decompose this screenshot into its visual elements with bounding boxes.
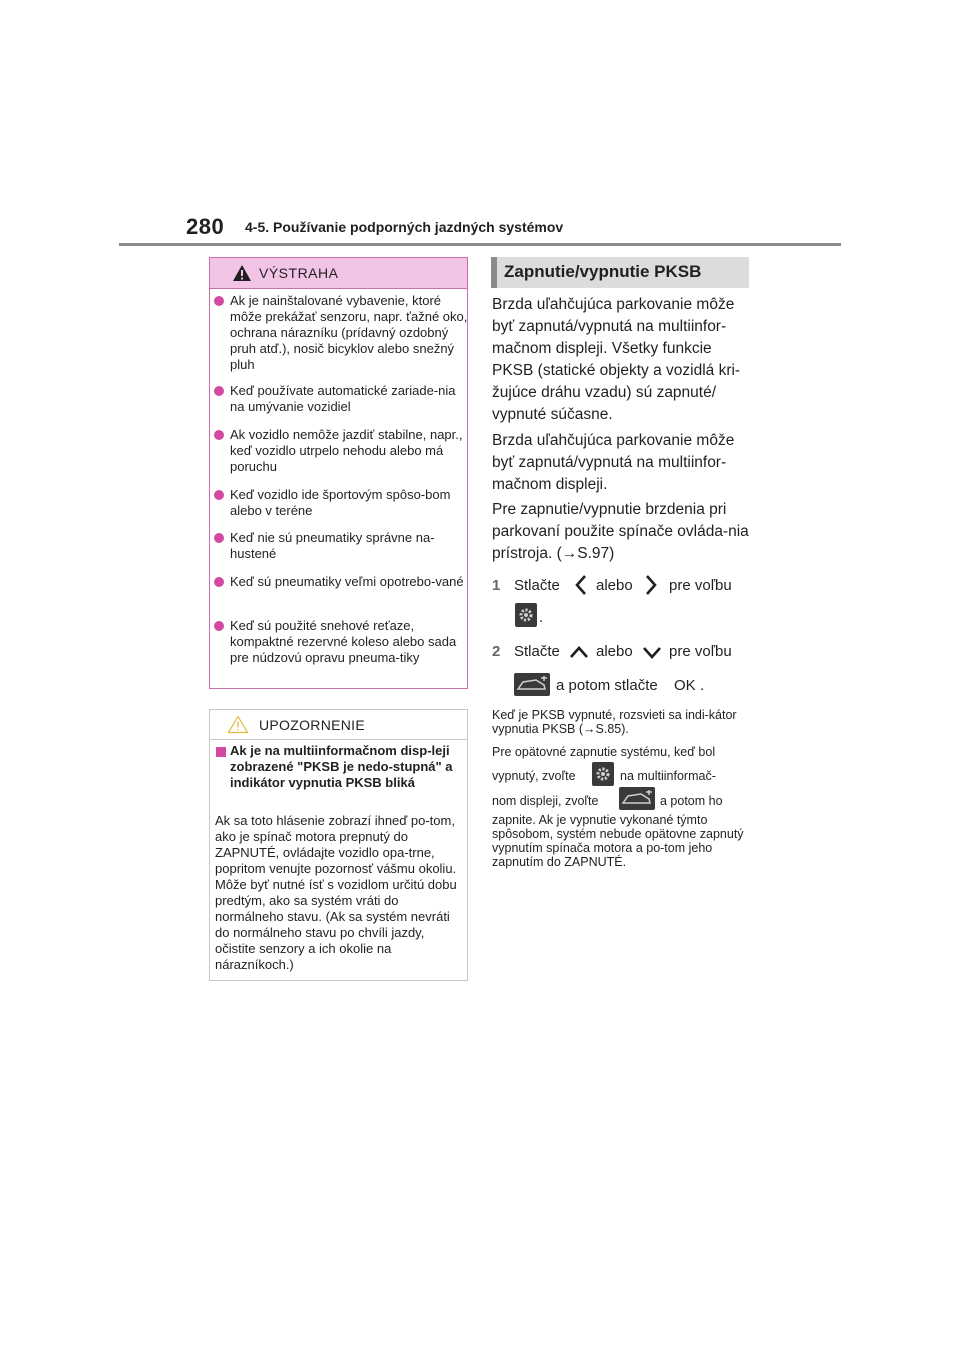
settings-gear-icon <box>515 603 537 627</box>
caution-title: UPOZORNENIE <box>259 717 365 733</box>
step-text: a potom stlačte <box>556 677 658 694</box>
bullet-icon <box>214 577 224 587</box>
chevron-down-icon <box>642 645 662 659</box>
note-text: na multiinformač- <box>620 769 716 783</box>
step-text: Stlačte <box>514 643 560 660</box>
warning-item-text: Keď sú pneumatiky veľmi opotrebo-vané <box>230 574 464 589</box>
pksb-car-icon <box>514 673 550 696</box>
warning-item-text: Keď nie sú pneumatiky správne na-hustené <box>230 530 435 561</box>
section-heading <box>491 257 749 288</box>
section-title: 4-5. Používanie podporných jazdných systémov <box>245 219 564 235</box>
step-text: pre voľbu <box>669 577 732 594</box>
step-text: alebo <box>596 577 633 594</box>
ok-button-label: OK <box>674 677 696 694</box>
caution-header <box>210 710 467 740</box>
caution-box <box>209 709 468 981</box>
step-number: 1 <box>492 577 501 594</box>
note-text: Pre opätovné zapnutie systému, keď bol <box>492 745 716 759</box>
heading-bar <box>491 257 497 288</box>
note-text: zapnite. Ak je vypnutie vykonané týmto spôsobom, systém nebude opätovne zapnutý vypnutím spínača motora a po-tom jeho zapnutím do ZAPNUTÉ. <box>492 813 744 869</box>
paragraph: Pre zapnutie/vypnutie brzdenia pri parkovaní použite spínače ovláda-nia prístroja. (→S.97) <box>492 501 749 562</box>
paragraph: Brzda uľahčujúca parkovanie môže byť zapnutá/vypnutá na multiinfor-mačnom displeji. Všetky funkcie PKSB (statické objekty a vozidlá kri-žujúce dráhu vzadu) sú zapnuté/ vypnuté súčasne. <box>492 296 741 423</box>
bullet-icon <box>214 621 224 631</box>
warning-title: VÝSTRAHA <box>259 265 339 281</box>
warning-triangle-icon <box>232 264 252 282</box>
page-number: 280 <box>186 214 225 239</box>
bullet-icon <box>214 386 224 396</box>
paragraph: Brzda uľahčujúca parkovanie môže byť zapnutá/vypnutá na multiinfor-mačnom displeji. <box>492 432 735 493</box>
settings-gear-icon <box>592 762 614 786</box>
chevron-left-icon <box>574 574 588 596</box>
step-number: 2 <box>492 643 501 660</box>
note-text: vypnutý, zvoľte <box>492 769 576 783</box>
step-text: pre voľbu <box>669 643 732 660</box>
caution-heading: Ak je na multiinformačnom disp-leji zobrazené "PKSB je nedo-stupná" a indikátor vypnutia PKSB bliká <box>230 743 453 790</box>
step-text: . <box>700 677 705 694</box>
warning-item-text: Keď vozidlo ide športovým spôso-bom alebo v teréne <box>230 487 451 518</box>
warning-item-text: Keď sú použité snehové reťaze, kompaktné rezervné koleso alebo sada pre núdzovú opravu pneuma-tiky <box>230 618 457 665</box>
bullet-icon <box>214 430 224 440</box>
bullet-icon <box>214 296 224 306</box>
chevron-right-icon <box>644 574 658 596</box>
note-text: Keď je PKSB vypnuté, rozsvieti sa indi-kátor vypnutia PKSB (→S.85). <box>492 708 737 736</box>
bullet-icon <box>214 490 224 500</box>
bullet-icon <box>214 533 224 543</box>
chevron-up-icon <box>569 645 589 659</box>
caution-body: Ak sa toto hlásenie zobrazí ihneď po-tom, ako je spínač motora prepnutý do ZAPNUTÉ, ovládajte vozidlo opa-trne, popritom venujte pozornosť vášmu okoliu. Môže byť nutné ísť s vozidlom určitú dobu predtým, ako sa systém vráti do normálneho stavu. (Ak sa systém nevráti do normálneho stavu po chvíli jazdy, očistite senzory a ich okolie na nárazníkoch.) <box>215 813 457 972</box>
note-text: nom displeji, zvoľte <box>492 794 599 808</box>
warning-item-text: Ak vozidlo nemôže jazdiť stabilne, napr., keď vozidlo utrpelo nehodu alebo má poruchu <box>230 427 463 474</box>
caution-triangle-icon <box>227 715 249 734</box>
section-heading-text: Zapnutie/vypnutie PKSB <box>504 262 702 281</box>
pksb-car-icon <box>619 787 655 810</box>
step-text: . <box>539 609 544 626</box>
step-text: Stlačte <box>514 577 560 594</box>
note-text: a potom ho <box>660 794 723 808</box>
warning-header <box>210 258 467 289</box>
step-text: alebo <box>596 643 633 660</box>
warning-item-text: Keď používate automatické zariade-nia na umývanie vozidiel <box>230 383 456 414</box>
warning-box <box>209 257 468 689</box>
square-bullet-icon <box>216 747 226 757</box>
warning-item-text: Ak je nainštalované vybavenie, ktoré môže prekážať senzoru, napr. ťažné oko, ochrana nárazníku (prídavný ozdobný pruh atď.), nosič bicyklov alebo snežný pluh <box>230 293 468 372</box>
header-rule <box>119 243 841 246</box>
